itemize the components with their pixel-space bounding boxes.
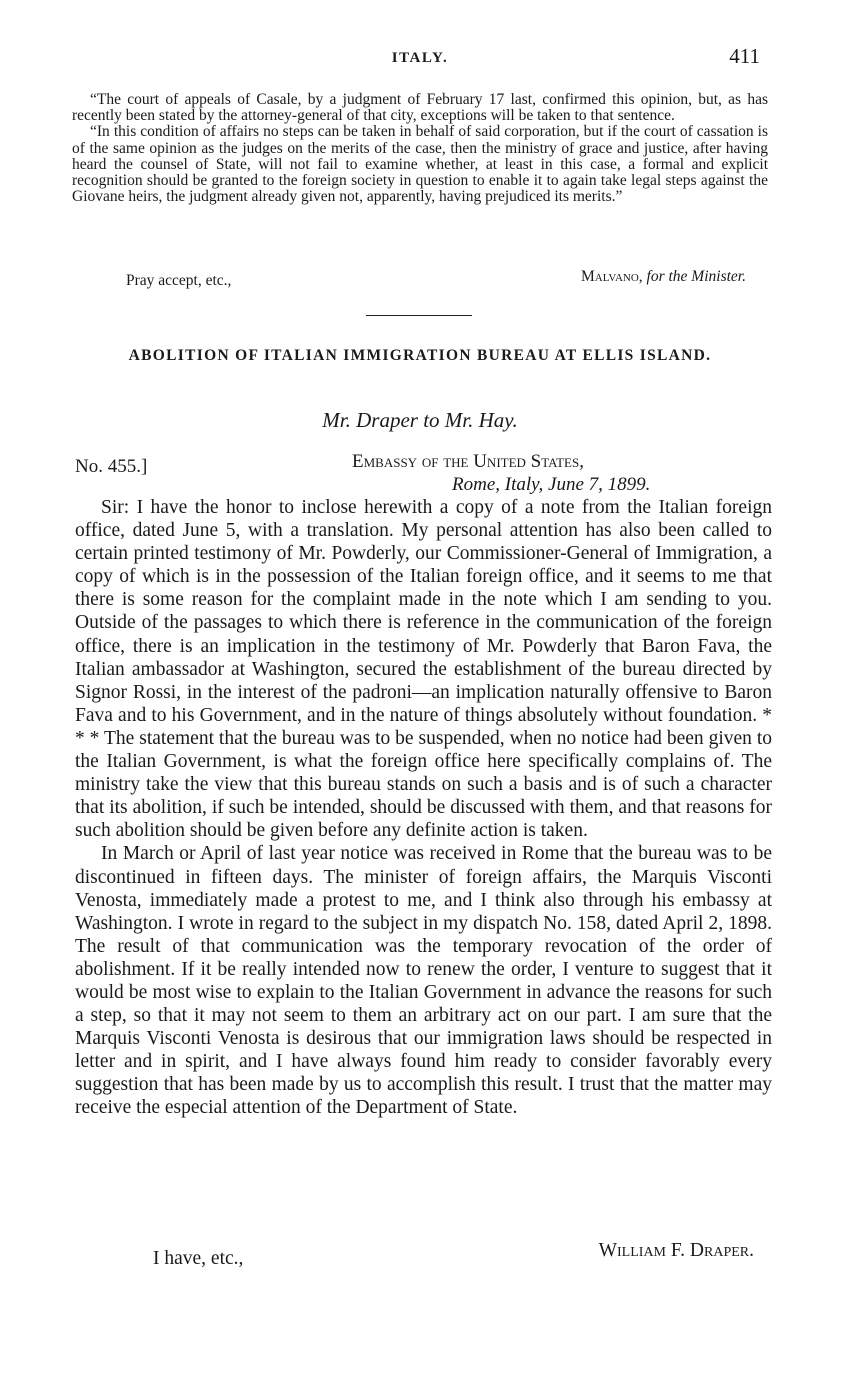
section-divider: [366, 315, 472, 316]
page-number: 411: [729, 44, 760, 68]
signature-role: for the Minister.: [646, 268, 746, 285]
sender: Embassy of the United States,: [352, 451, 584, 472]
quoted-paragraph: “In this condition of affairs no steps can be taken in behalf of said corporation, but if the court of cassation is of the same opinion as the judges on the merits of the case, then the ministry of grace and justice, after having heard the counsel of State, will not fail to examine whether, at least in this case, a formal and explicit recognition should be granted to the foreign society in question to enable it to again take legal steps against the Giovane heirs, the judgment already given not, apparently, having prejudiced its merits.”: [72, 123, 768, 206]
running-head: ITALY.: [391, 50, 449, 66]
closing-phrase: I have, etc.,: [153, 1248, 244, 1269]
signature: [581, 268, 746, 286]
body-paragraph: In March or April of last year notice was received in Rome that the bureau was to be discontinued in fifteen days. The minister of foreign affairs, the Marquis Visconti Venosta, immediately made a protest to me, and I think also through his embassy at Washington. I wrote in regard to the subject in my dispatch No. 158, dated April 2, 1898. The result of that communication was the temporary revocation of the order of abolishment. If it be really intended now to renew the order, I venture to suggest that it would be most wise to explain to the Italian Government in advance the reasons for such a step, so that it may not seem to them an arbitrary act on our part. I am sure that the Marquis Visconti Venosta is desirous that our immigration laws should be respected in letter and in spirit, and I have always found him ready to consider favorably every suggestion that has been made by us to accomplish this result. I trust that the matter may receive the especial attention of the Department of State.: [75, 843, 772, 1119]
letter-closing: [75, 1240, 772, 1268]
signature: William F. Draper.: [598, 1240, 754, 1261]
dateline: [352, 450, 768, 496]
dispatch-number: No. 455.]: [75, 456, 148, 477]
letter-body: [75, 496, 772, 1120]
place-date: Rome, Italy, June 7, 1899.: [452, 474, 651, 495]
closing-phrase: Pray accept, etc.,: [126, 272, 232, 289]
letter-heading: Mr. Draper to Mr. Hay.: [322, 408, 518, 432]
signature-name: Malvano,: [580, 268, 643, 285]
section-title: ABOLITION OF ITALIAN IMMIGRATION BUREAU AT ELLIS ISLAND.: [128, 347, 712, 364]
quoted-paragraph: “The court of appeals of Casale, by a judgment of February 17 last, confirmed this opinion, but, as has recently been stated by the attorney-general of that city, exceptions will be taken to that sentence.: [72, 91, 768, 125]
quoted-letter: [72, 92, 768, 205]
body-paragraph: Sir: I have the honor to inclose herewith a copy of a note from the Italian foreign office, dated June 5, with a translation. My personal attention has also been called to certain printed testimony of Mr. Powderly, our Commissioner-General of Immigration, a copy of which is in the possession of the Italian foreign office, and it seems to me that there is some reason for the complaint made in the note which I am sending to you. Outside of the passages to which there is reference in the communication of the foreign office, there is an implication in the testimony of Mr. Powderly that Baron Fava, the Italian ambassador at Washington, secured the establishment of the bureau directed by Signor Rossi, in the interest of the padroni—an implication naturally offensive to Baron Fava and to his Government, and in the nature of things absolutely without foundation. * * * The statement that the bureau was to be suspended, when no notice had been given to the Italian Government, is what the foreign office here specifically complains of. The ministry take the view that this bureau stands on such a basis and is of such a character that its abolition, if such be intended, should be discussed with them, and that reasons for such abolition should be given before any definite action is taken.: [75, 497, 772, 842]
quoted-letter-closing: [72, 268, 768, 290]
page-header: [72, 44, 768, 74]
